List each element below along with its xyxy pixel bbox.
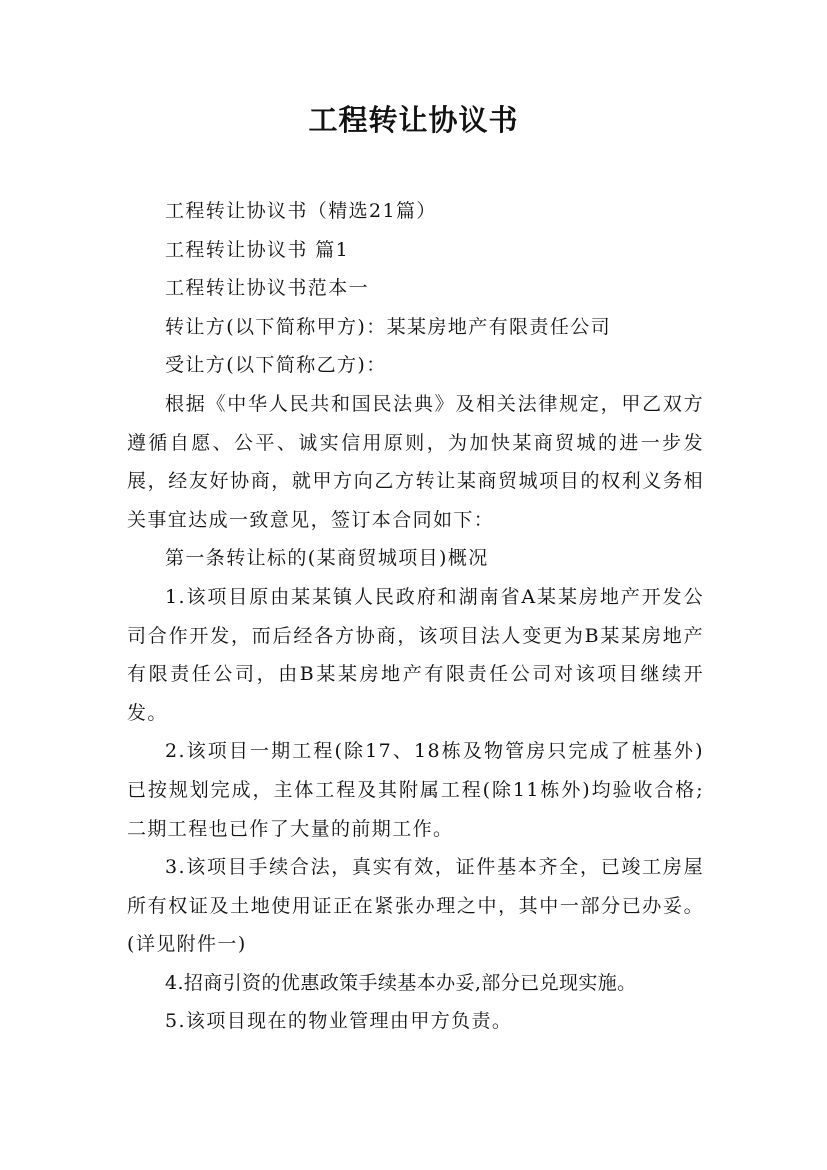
- document-title: 工程转让协议书: [308, 103, 519, 137]
- paragraph-item-5: 5.该项目现在的物业管理由甲方负责。: [165, 1010, 513, 1033]
- paragraph-transferee: 受让方(以下简称乙方)：: [165, 354, 387, 377]
- paragraph-item-2: 2.该项目一期工程(除17、18栋及物管房只完成了桩基外)已按规划完成，主体工程及其附属工程(除11栋外)均验收合格;二期工程也已作了大量的前期工作。: [127, 740, 704, 840]
- paragraph-section-heading: 工程转让协议书 篇1: [165, 238, 350, 261]
- document-body: [127, 192, 704, 1041]
- paragraph-subtitle: 工程转让协议书（精选21篇）: [165, 200, 437, 222]
- paragraph-preamble: 根据《中华人民共和国民法典》及相关法律规定，甲乙双方遵循自愿、公平、诚实信用原则，为加快某商贸城的进一步发展，经友好协商，就甲方向乙方转让某商贸城项目的权利义务相关事宜达成一致意见，签订本合同如下：: [127, 392, 704, 531]
- paragraph-article-one: 第一条转让标的(某商贸城项目)概况: [165, 547, 489, 570]
- paragraph-item-1: 1.该项目原由某某镇人民政府和湖南省A某某房地产开发公司合作开发，而后经各方协商，该项目法人变更为B某某房地产有限责任公司，由B某某房地产有限责任公司对该项目继续开发。: [127, 585, 704, 724]
- paragraph-template-heading: 工程转让协议书范本一: [165, 277, 370, 300]
- paragraph-item-4: 4.招商引资的优惠政策手续基本办妥,部分已兑现实施。: [165, 971, 637, 994]
- paragraph-item-3: 3.该项目手续合法，真实有效，证件基本齐全，已竣工房屋所有权证及土地使用证正在紧张办理之中，其中一部分已办妥。(详见附件一): [127, 856, 704, 956]
- paragraph-transferor: 转让方(以下简称甲方)：某某房地产有限责任公司: [165, 315, 612, 338]
